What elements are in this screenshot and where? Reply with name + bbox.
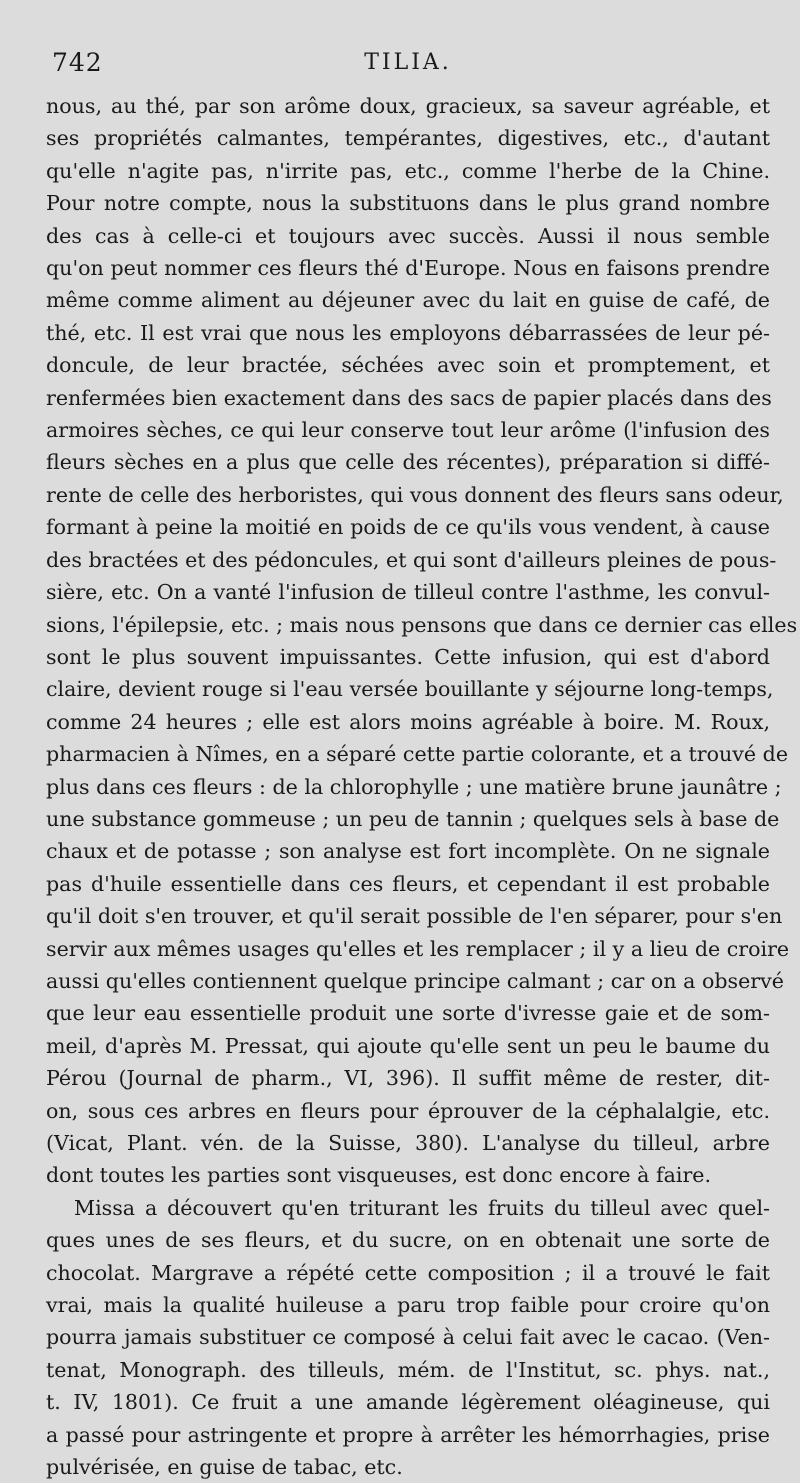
text-line: ses propriétés calmantes, tempérantes, digestives, etc., d'autant bbox=[46, 126, 770, 151]
text-line: servir aux mêmes usages qu'elles et les remplacer ; il y a lieu de croire bbox=[46, 936, 790, 961]
text-line: pharmacien à Nîmes, en a séparé cette partie colorante, et a trouvé de bbox=[46, 742, 789, 767]
page-number: 742 bbox=[52, 48, 103, 77]
text-line: plus dans ces fleurs : de la chlorophylle ; une matière brune jaunâtre ; bbox=[46, 774, 782, 799]
text-line: des cas à celle-ci et toujours avec succès. Aussi il nous semble bbox=[46, 223, 770, 248]
text-line: claire, devient rouge si l'eau versée bouillante y séjourne long-temps, bbox=[46, 677, 774, 702]
paragraph-continued bbox=[46, 1224, 770, 1483]
text-line: qu'on peut nommer ces fleurs thé d'Europe. Nous en faisons prendre bbox=[46, 256, 770, 281]
text-line: qu'elle n'agite pas, n'irrite pas, etc., comme l'herbe de la Chine. bbox=[46, 158, 770, 183]
text-line: a passé pour astringente et propre à arrêter les hémorrhagies, prise bbox=[46, 1422, 770, 1447]
page-header bbox=[46, 48, 770, 90]
text-line: vrai, mais la qualité huileuse a paru trop faible pour croire qu'on bbox=[46, 1293, 770, 1318]
text-line: pulvérisée, en guise de tabac, etc. bbox=[46, 1455, 403, 1480]
text-line: rente de celle des herboristes, qui vous donnent des fleurs sans odeur, bbox=[46, 482, 784, 507]
text-line: des bractées et des pédoncules, et qui sont d'ailleurs pleines de pous- bbox=[46, 547, 777, 572]
paragraph bbox=[46, 90, 798, 1192]
text-line: sions, l'épilepsie, etc. ; mais nous pensons que dans ce dernier cas elles bbox=[46, 612, 798, 637]
running-head: TILIA. bbox=[364, 50, 452, 75]
text-line: qu'il doit s'en trouver, et qu'il serait possible de l'en séparer, pour s'en bbox=[46, 904, 783, 929]
text-line: meil, d'après M. Pressat, qui ajoute qu'elle sent un peu le baume du bbox=[46, 1033, 770, 1058]
text-line: Missa a découvert qu'en triturant les fruits du tilleul avec quel- bbox=[74, 1195, 770, 1220]
text-line: pourra jamais substituer ce composé à celui fait avec le cacao. (Ven- bbox=[46, 1325, 770, 1350]
body-text bbox=[46, 90, 798, 1483]
text-line: (Vicat, Plant. vén. de la Suisse, 380). L'analyse du tilleul, arbre bbox=[46, 1131, 770, 1155]
text-line: renfermées bien exactement dans des sacs de papier placés dans des bbox=[46, 385, 772, 410]
text-line: dont toutes les parties sont visqueuses, est donc encore à faire. bbox=[46, 1163, 712, 1188]
text-line: aussi qu'elles contiennent quelque principe calmant ; car on a observé bbox=[46, 968, 784, 993]
text-line: chocolat. Margrave a répété cette composition ; il a trouvé le fait bbox=[46, 1260, 770, 1285]
text-line: sont le plus souvent impuissantes. Cette infusion, qui est d'abord bbox=[46, 644, 770, 669]
text-line: une substance gommeuse ; un peu de tannin ; quelques sels à base de bbox=[46, 806, 780, 831]
text-line: armoires sèches, ce qui leur conserve tout leur arôme (l'infusion des bbox=[46, 418, 770, 443]
text-line: fleurs sèches en a plus que celle des récentes), préparation si diffé- bbox=[46, 450, 770, 475]
text-line: que leur eau essentielle produit une sorte d'ivresse gaie et de som- bbox=[46, 1001, 770, 1026]
text-line: Pour notre compte, nous la substituons dans le plus grand nombre bbox=[46, 191, 770, 216]
text-line: formant à peine la moitié en poids de ce qu'ils vous vendent, à cause bbox=[46, 515, 770, 540]
text-line: on, sous ces arbres en fleurs pour éprouver de la céphalalgie, etc. bbox=[46, 1098, 770, 1123]
text-line: comme 24 heures ; elle est alors moins agréable à boire. M. Roux, bbox=[46, 709, 770, 734]
text-line: doncule, de leur bractée, séchées avec soin et promptement, et bbox=[46, 353, 770, 378]
text-line: ques unes de ses fleurs, et du sucre, on en obtenait une sorte de bbox=[46, 1228, 770, 1253]
text-line: Pérou (Journal de pharm., VI, 396). Il suffit même de rester, dit- bbox=[46, 1066, 770, 1091]
text-line: nous, au thé, par son arôme doux, gracieux, sa saveur agréable, et bbox=[46, 94, 770, 118]
text-line: t. IV, 1801). Ce fruit a une amande légèrement oléagineuse, qui bbox=[46, 1390, 770, 1415]
text-line: tenat, Monograph. des tilleuls, mém. de l'Institut, sc. phys. nat., bbox=[46, 1357, 770, 1382]
text-line: sière, etc. On a vanté l'infusion de tilleul contre l'asthme, les convul- bbox=[46, 580, 770, 605]
text-line: pas d'huile essentielle dans ces fleurs, et cependant il est probable bbox=[46, 871, 770, 896]
paragraph bbox=[46, 1192, 770, 1224]
text-line: chaux et de potasse ; son analyse est fort incomplète. On ne signale bbox=[46, 839, 770, 864]
text-line: thé, etc. Il est vrai que nous les employons débarrassées de leur pé- bbox=[46, 320, 770, 345]
text-line: même comme aliment au déjeuner avec du lait en guise de café, de bbox=[46, 288, 770, 313]
